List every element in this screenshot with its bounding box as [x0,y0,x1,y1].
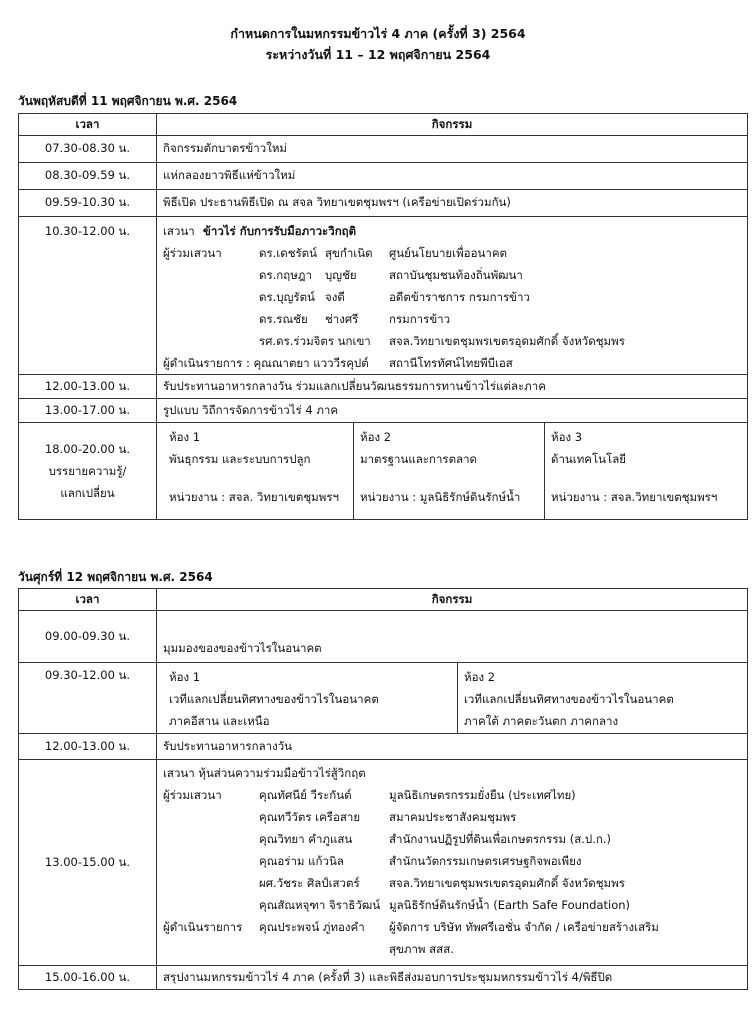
participant-surname: ช่างศรี [325,312,359,326]
room-label: ห้อง 3 [551,430,583,444]
rooms-cell [157,663,748,734]
moderator-org-cont: สุขภาพ สสส. [389,942,454,956]
room-label: ห้อง 2 [360,430,392,444]
room-unit: หน่วยงาน : สจล.วิทยาเขตชุมพรฯ [551,490,718,504]
panel-label: เสวนา [163,224,195,238]
participant-org: สถาบันชุมชนท้องถิ่นพัฒนา [389,268,523,282]
participants-label: ผู้ร่วมเสวนา [163,788,222,802]
participant-name: คุณทวีวัตร เครือสาย [259,810,361,824]
document-title: กำหนดการในมหกรรมข้าวไร่ 4 ภาค (ครั้งที่ 3) 2564 [230,26,526,41]
participant-name: คุณอร่าม แก้วนิล [259,854,344,868]
participant-name: ดร.รณชัย [259,312,308,326]
panel-topic: เสวนา หุ้นส่วนความร่วมมือข้าวไร่สู้วิกฤต [163,766,366,780]
participant-org: กรมการข้าว [389,312,451,326]
participant-name: ดร.บุญรัตน์ [259,290,315,304]
time-cell: 08.30-09.59 น. [19,163,157,190]
activity-cell: รับประทานอาหารกลางวัน [157,734,748,760]
time-cell: 09.30-12.00 น. [19,663,157,734]
room-unit: หน่วยงาน : มูลนิธิรักษ์ดินรักษ์น้ำ [360,490,521,504]
participant-name: ผศ.วัชระ ศิลป์เสวตร์ [259,876,360,890]
time-cell: 13.00-15.00 น. [19,760,157,966]
participant-name: ดร.เดชรัตน์ [259,246,318,260]
participant-org: สจล.วิทยาเขตชุมพรเขตรอุดมศักดิ์ จังหวัดชุมพร [389,334,625,348]
room-label: ห้อง 1 [169,430,201,444]
time-cell: 10.30-12.00 น. [19,217,157,375]
participant-name: คุณสัณหจุฑา จิราธิวัฒน์ [259,898,381,912]
participant-name: ดร.กฤษฎา [259,268,312,282]
room-region: ภาคอีสาน และเหนือ [169,714,270,728]
participant-name: รศ.ดร.ร่วมจิตร นกเขา [259,334,371,348]
panel-cell [157,217,748,375]
room-3-block [545,423,741,519]
time-column-header: เวลา [19,589,157,611]
table-row [19,423,748,520]
activity-cell: สรุปงานมหกรรมข้าวไร่ 4 ภาค (ครั้งที่ 3) และพิธีส่งมอบการประชุมมหกรรมข้าวไร่ 4/พิธีปิด [157,966,748,990]
table-row [19,611,748,663]
table-row [19,966,748,990]
room-region: ภาคใต้ ภาคตะวันตก ภาคกลาง [464,714,619,728]
table-row [19,399,748,423]
moderator-org: สถานีโทรทัศน์ไทยพีบีเอส [389,356,513,370]
room-topic: พันธุกรรม และระบบการปลูก [169,452,311,466]
time-cell [19,423,157,520]
time-cell: 07.30-08.30 น. [19,136,157,163]
time-cell: 12.00-13.00 น. [19,375,157,399]
day2-schedule-table [18,588,748,990]
participant-org: อดีตข้าราชการ กรมการข้าว [389,290,530,304]
participant-org: มูลนิธิเกษตรกรรมยั่งยืน (ประเทศไทย) [389,788,576,802]
activity-column-header: กิจกรรม [157,114,748,136]
day2-heading: วันศุกร์ที่ 12 พฤศจิกายน พ.ศ. 2564 [18,570,213,584]
participants-label: ผู้ร่วมเสวนา [163,246,222,260]
time-column-header: เวลา [19,114,157,136]
participant-org: สำนักนวัตกรรมเกษตรเศรษฐกิจพอเพียง [389,854,582,868]
time-note: แลกเปลี่ยน [60,486,115,500]
time-cell: 12.00-13.00 น. [19,734,157,760]
table-row [19,136,748,163]
activity-cell: พิธีเปิด ประธานพิธีเปิด ณ สจล วิทยาเขตชุมพรฯ (เครือข่ายเปิดร่วมกัน) [157,190,748,217]
participant-name: คุณทัศนีย์ วีระกันต์ [259,788,352,802]
table-row [19,375,748,399]
activity-column-header: กิจกรรม [157,589,748,611]
activity-cell: แห่กลองยาวพิธีแห่ข้าวใหม่ [157,163,748,190]
document-subtitle: ระหว่างวันที่ 11 – 12 พฤศจิกายน 2564 [265,47,491,62]
moderator-label: ผู้ดำเนินรายการ [163,920,243,934]
room-topic: ด้านเทคโนโลยี [551,452,626,466]
participant-org: สมาคมประชาสังคมชุมพร [389,810,517,824]
moderator: ผู้ดำเนินรายการ : คุณณาตยา แวววีรคุปต์ [163,356,369,370]
table-row [19,190,748,217]
panel-cell [157,760,748,966]
participant-surname: สุขกำเนิด [325,246,373,260]
participant-org: สจล.วิทยาเขตชุมพรเขตรอุดมศักดิ์ จังหวัดชุมพร [389,876,625,890]
moderator-name: คุณประพจน์ ภู่ทองคำ [259,920,365,934]
activity-cell: มุมมองของของข้าวไรในอนาคต [157,611,748,663]
time-note: บรรยายความรู้/ [48,464,127,478]
time-cell: 09.59-10.30 น. [19,190,157,217]
room-2-block [458,663,741,733]
panel-topic: ข้าวไร่ กับการรับมือภาวะวิกฤติ [203,224,357,238]
table-row [19,734,748,760]
time-cell: 13.00-17.00 น. [19,399,157,423]
room-1-block [163,423,354,519]
room-topic: เวทีแลกเปลี่ยนทิศทางของข้าวไรในอนาคต [169,692,379,706]
participant-surname: จงดี [325,290,345,304]
participant-org: ศูนย์นโยบายเพื่ออนาคต [389,246,507,260]
room-unit: หน่วยงาน : สจล. วิทยาเขตชุมพรฯ [169,490,339,504]
room-topic: มาตรฐานและการตลาด [360,452,478,466]
rooms-cell [157,423,748,520]
participant-org: สำนักงานปฏิรูปที่ดินเพื่อเกษตรกรรม (ส.ป.ก.) [389,832,611,846]
table-row [19,217,748,375]
activity-cell: รูปแบบ วิถีการจัดการข้าวไร่ 4 ภาค [157,399,748,423]
room-1-block [163,663,458,733]
room-2-block [354,423,545,519]
activity-cell: รับประทานอาหารกลางวัน ร่วมแลกเปลี่ยนวัฒนธรรมการทานข้าวไร่แต่ละภาค [157,375,748,399]
time-cell: 09.00-09.30 น. [19,611,157,663]
table-row [19,663,748,734]
day1-schedule-table [18,113,748,520]
room-label: ห้อง 1 [169,670,201,684]
activity-cell: กิจกรรมตักบาตรข้าวใหม่ [157,136,748,163]
moderator-org: ผู้จัดการ บริษัท ทัพศรีเอชั่น จำกัด / เครือข่ายสร้างเสริม [389,920,659,934]
day1-heading: วันพฤหัสบดีที่ 11 พฤศจิกายน พ.ศ. 2564 [18,94,238,108]
participant-surname: บุญชัย [325,268,357,282]
participant-name: คุณวิทยา คำภูแสน [259,832,353,846]
room-label: ห้อง 2 [464,670,496,684]
table-row [19,760,748,966]
table-row [19,163,748,190]
room-topic: เวทีแลกเปลี่ยนทิศทางของข้าวไรในอนาคต [464,692,674,706]
time-cell: 15.00-16.00 น. [19,966,157,990]
time-text: 18.00-20.00 น. [44,442,131,456]
participant-org: มูลนิธิรักษ์ดินรักษ์น้ำ (Earth Safe Foundation) [389,898,631,912]
